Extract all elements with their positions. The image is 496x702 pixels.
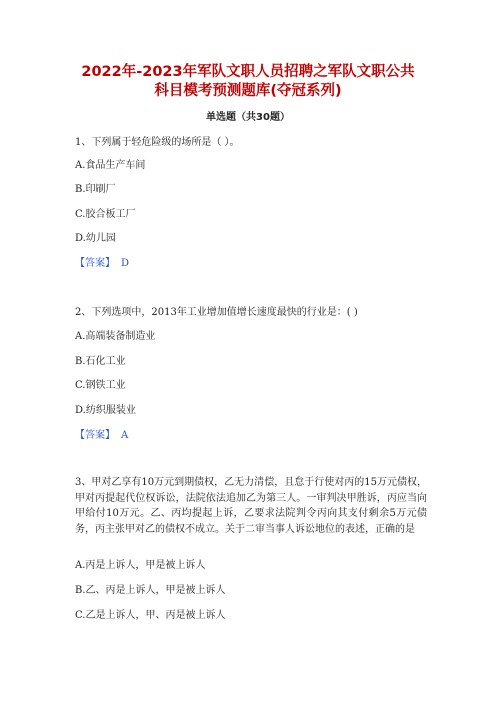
answer-value: A xyxy=(121,430,129,441)
question-2-answer xyxy=(75,430,128,442)
answer-label: 【答案】 xyxy=(75,430,115,441)
question-3-option-b: B.乙、丙是上诉人，甲是被上诉人 xyxy=(75,585,226,596)
question-1-option-c: C.胶合板工厂 xyxy=(75,209,136,220)
section-heading: 单选题（共30题） xyxy=(206,112,290,123)
question-2-option-c: C.钢铁工业 xyxy=(75,380,126,391)
question-1-option-a: A.食品生产车间 xyxy=(75,160,146,171)
answer-label: 【答案】 xyxy=(75,258,115,269)
document-title-line-2: 科目模考预测题库(夺冠系列) xyxy=(154,83,342,99)
question-2-stem: 2、下列选项中，2013年工业增加值增长速度最快的行业是：( ) xyxy=(75,307,358,318)
question-2-option-d: D.纺织服装业 xyxy=(75,405,136,416)
question-2-option-b: B.石化工业 xyxy=(75,356,126,367)
question-1-option-b: B.印刷厂 xyxy=(75,184,116,195)
question-3-stem: 3、甲对乙享有10万元到期债权，乙无力清偿，且怠于行使对丙的15万元债权，甲对丙提起代位权诉讼，法院依法追加乙为第三人。一审判决甲胜诉，丙应当向甲给付10万元。乙、丙均提起上诉，乙要求法院判令丙向其支付剩余5万元债务，丙主张甲对乙的债权不成立。关于二审当事人诉讼地位的表述，正确的是 xyxy=(75,477,427,535)
question-3-option-c: C.乙是上诉人，甲、丙是被上诉人 xyxy=(75,610,226,621)
document-title-line-1: 2022年-2023年军队文职人员招聘之军队文职公共 xyxy=(81,64,415,80)
question-1-stem: 1、下列属于轻危险级的场所是（ ）。 xyxy=(75,137,240,148)
question-1-option-d: D.幼儿园 xyxy=(75,233,116,244)
question-1-answer xyxy=(75,258,129,270)
question-3-option-a: A.丙是上诉人，甲是被上诉人 xyxy=(75,560,206,571)
answer-value: D xyxy=(121,258,130,269)
question-2-option-a: A.高端装备制造业 xyxy=(75,331,156,342)
